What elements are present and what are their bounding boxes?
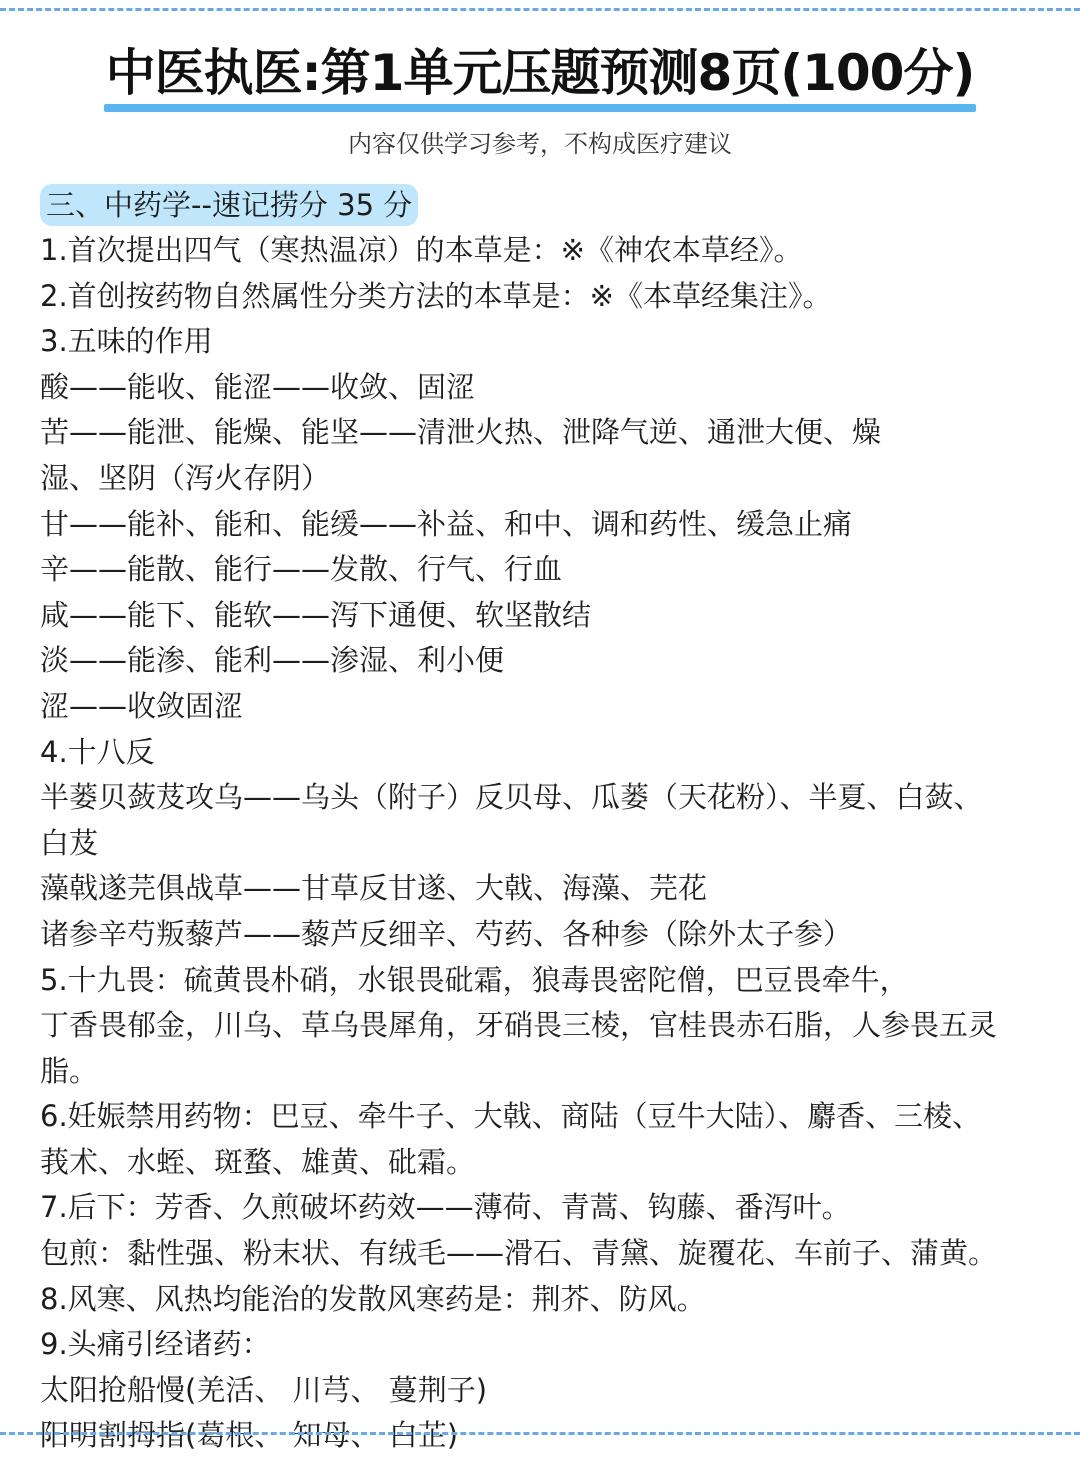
text-line: 3.五味的作用 [40,324,213,359]
text-line: 脂。 [40,1053,99,1088]
content-area [40,184,1050,1459]
text-line: 7.后下：芳香、久煎破坏药效——薄荷、青蒿、钩藤、番泻叶。 [40,1190,851,1225]
text-line: 白芨 [40,825,99,860]
title-underline [104,104,977,112]
text-lines [40,228,1050,1459]
text-line: 淡——能渗、能利——渗湿、利小便 [40,643,505,678]
text-line: 包煎：黏性强、粉末状、有绒毛——滑石、青黛、旋覆花、车前子、蒲黄。 [40,1236,998,1271]
top-dashed-border [0,8,1080,11]
text-line: 太阳抢船慢(羌活、 川芎、 蔓荆子) [40,1372,488,1407]
bottom-dashed-border [0,1432,1080,1435]
text-line: 咸——能下、能软——泻下通便、软坚散结 [40,597,592,632]
text-line: 莪术、水蛭、斑蝥、雄黄、砒霜。 [40,1144,476,1179]
page-title [104,40,977,106]
title-area [0,40,1080,106]
text-line: 诸参辛芍叛藜芦——藜芦反细辛、芍药、各种参（除外太子参） [40,916,853,951]
text-line: 半蒌贝蔹芨攻乌——乌头（附子）反贝母、瓜蒌（天花粉）、半夏、白蔹、 [40,780,983,815]
disclaimer-subtitle: 内容仅供学习参考，不构成医疗建议 [348,130,732,158]
text-line: 5.十九畏：硫黄畏朴硝，水银畏砒霜，狼毒畏密陀僧，巴豆畏牵牛， [40,962,909,997]
text-line: 藻戟遂芫俱战草——甘草反甘遂、大戟、海藻、芫花 [40,871,708,906]
text-line: 丁香畏郁金，川乌、草乌畏犀角，牙硝畏三棱，官桂畏赤石脂，人参畏五灵 [40,1008,998,1043]
text-line: 1.首次提出四气（寒热温凉）的本草是：※《神农本草经》。 [40,233,803,267]
text-line: 2.首创按药物自然属性分类方法的本草是：※《本草经集注》。 [40,278,832,313]
text-line: 湿、坚阴（泻火存阴） [40,460,331,495]
text-line: 酸——能收、能涩——收敛、固涩 [40,369,476,404]
text-line: 涩——收敛固涩 [40,688,244,723]
text-line: 辛——能散、能行——发散、行气、行血 [40,552,563,587]
text-line: 苦——能泄、能燥、能坚——清泄火热、泄降气逆、通泄大便、燥 [40,415,882,450]
text-line: 9.头痛引经诸药： [40,1327,271,1362]
page-title-text: 中医执医:第1单元压题预测8页(100分) [105,44,975,102]
text-line: 8.风寒、风热均能治的发散风寒药是：荆芥、防风。 [40,1281,706,1316]
text-line: 甘——能补、能和、能缓——补益、和中、调和药性、缓急止痛 [40,506,853,541]
section-heading: 三、中药学--速记捞分 35 分 [40,184,418,226]
text-line: 4.十八反 [40,734,155,769]
text-line: 阳明割拇指(葛根、 知母、 白芷) [40,1418,459,1453]
text-line: 6.妊娠禁用药物：巴豆、牵牛子、大戟、商陆（豆牛大陆）、麝香、三棱、 [40,1099,982,1134]
